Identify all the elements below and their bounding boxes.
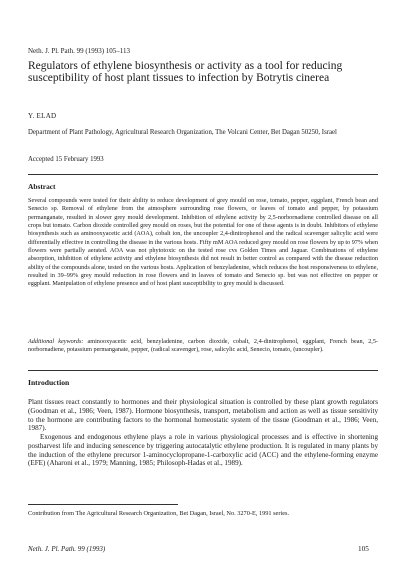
introduction-body — [28, 398, 378, 468]
introduction-heading: Introduction — [28, 378, 70, 387]
journal-citation: Neth. J. Pl. Path. 99 (1993) 105–113 — [28, 47, 131, 55]
footer-journal: Neth. J. Pl. Path. 99 (1993) — [28, 545, 106, 553]
footnote: Contribution from The Agricultural Research Organization, Bet Dagan, Israel, No. 3270-E, 1991 series. — [28, 510, 290, 517]
intro-paragraph: Plant tissues react constantly to hormones and their physiological situation is controlled by these plant growth regulators (Goodman et al., 1986; Veen, 1987). Hormone biosynthesis, transport, metabolism and action as well as tissue sensitivity to the hormone are contributing factors to the hormonal homeostatic system of the tissue (Goodman et al., 1986; Veen, 1987). — [28, 398, 378, 433]
keywords-text: aminooxyacetic acid, benzyladenine, carbon dioxide, cobalt, 2,4-dinitrophenol, eggplant, French bean, 2,5-norbornadiene, potassium permanganate, pepper, (radical scavenger), rose, salicylic acid, Senecio, tomato, (uncoupler). — [28, 338, 378, 354]
abstract-heading: Abstract — [28, 182, 56, 191]
accepted-date: Accepted 15 February 1993 — [28, 156, 104, 163]
keywords-block — [28, 338, 378, 355]
author-affiliation: Department of Plant Pathology, Agricultural Research Organization, The Volcani Center, Bet Dagan 50250, Israel — [28, 129, 337, 136]
page-number: 105 — [358, 545, 369, 553]
top-divider — [28, 174, 378, 175]
author-name: Y. ELAD — [28, 112, 57, 120]
article-title: Regulators of ethylene biosynthesis or activity as a tool for reducing susceptibility of host plant tissues to infection by Botrytis cinerea — [28, 60, 343, 85]
middle-divider — [28, 370, 378, 371]
footnote-divider — [28, 504, 178, 505]
intro-paragraph: Exogenous and endogenous ethylene plays a role in various physiological processes and is effective in shortening postharvest life and inducing senescence by triggering autocatalytic ethylene production. It is regulated in many plants by the induction of the ethylene precursor 1-aminocyclopropane-1-carboxylic acid (ACC) and the ethylene-forming enzyme (EFE) (Aharoni et al., 1979; Manning, 1985; Philosoph-Hadas et al., 1989). — [28, 433, 378, 468]
abstract-text: Several compounds were tested for their ability to reduce development of grey mould on rose, tomato, pepper, eggplant, French bean and Senecio sp. Removal of ethylene from the atmosphere surrounding rose flowers, or leaves of tomato and pepper, by potassium permanganate, resulted in slower grey mould development. Inhibition of ethylene activity by 2,5-norbornadiene controlled disease on all crops but tomato. Carbon dioxide controlled grey mould on roses, but the potential for one of these agents is in doubt. Inhibitors of ethylene biosynthesis such as aminooxyacetic acid (AOA), cobalt ion, the uncoupler 2,4-dinitrophenol and the radical scavenger salicylic acid were differentially effective in controlling the disease in the various hosts. Fifty mM AOA reduced grey mould on rose flowers by up to 97% when flowers were partially aerated. AOA was not phytotoxic on the tested rose cvs Golden Times and Jaguar. Combinations of ethylene absorption, inhibition of ethylene activity and ethylene biosynthesis did not result in better control as compared with the disease reduction ability of the compounds alone, tested on the various hosts. Application of benzyladenine, which reduces the host responsiveness to ethylene, resulted in 39–99% grey mould reduction in rose flowers and in leaves of tomato and Senecio sp. but was not effective on pepper or eggplant. Manipulation of ethylene presence and of host plant susceptibility to grey mould is discussed. — [28, 197, 378, 288]
keywords-label: Additional keywords: — [28, 338, 84, 345]
